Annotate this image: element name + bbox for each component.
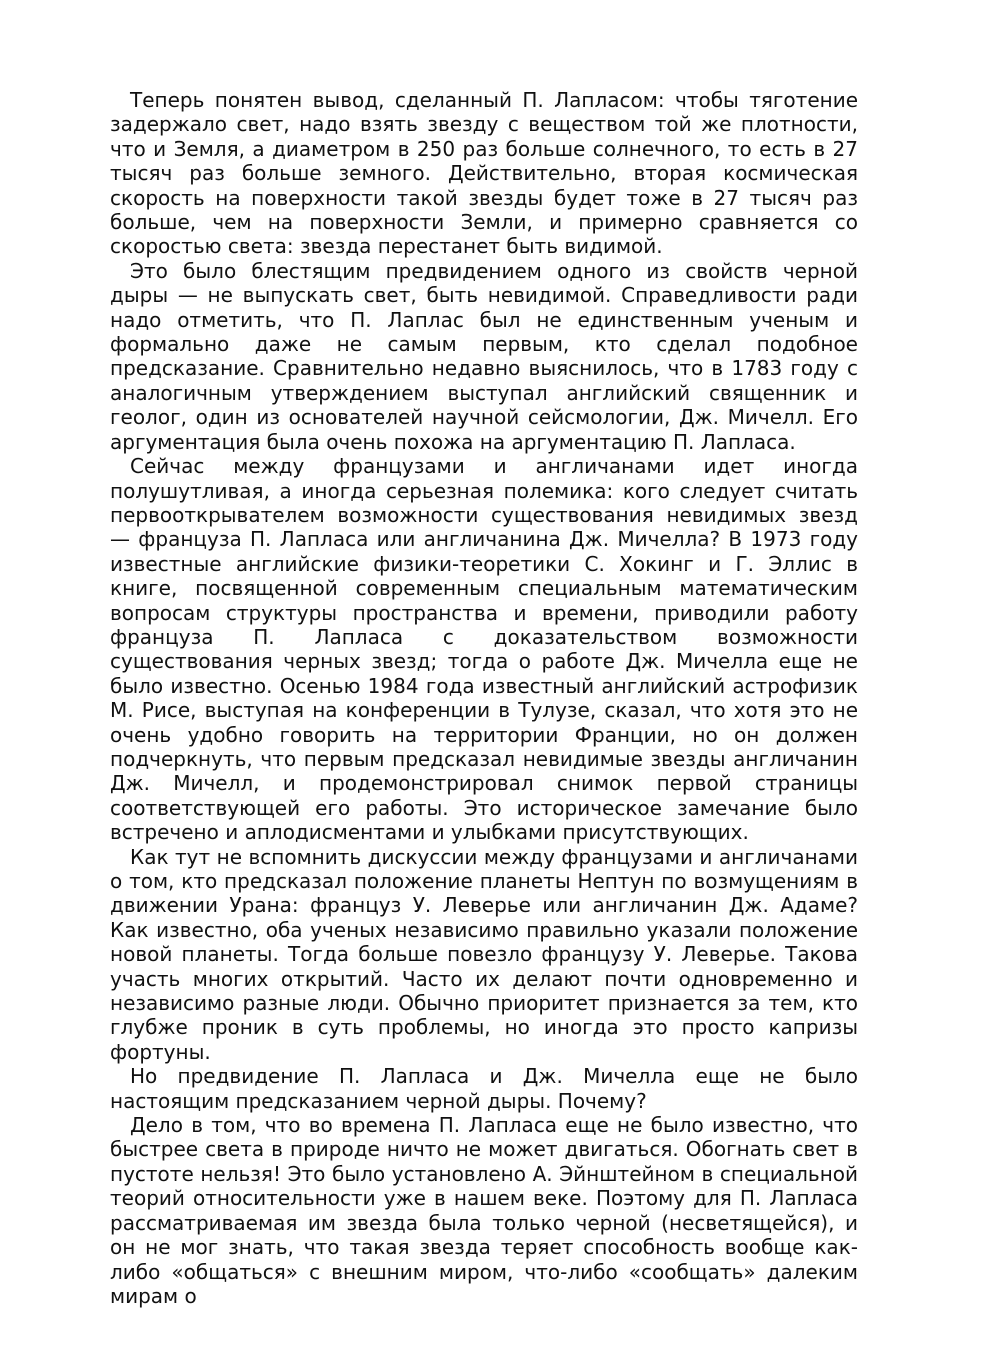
document-page — [110, 88, 858, 1308]
paragraph-5: Но предвидение П. Лапласа и Дж. Мичелла еще не было настоящим предсказанием черной дыры. Почему? — [110, 1064, 858, 1113]
paragraph-1: Теперь понятен вывод, сделанный П. Лапласом: чтобы тяготение задержало свет, надо взять звезду с веществом той же плотности, что и Земля, а диаметром в 250 раз больше солнечного, то есть в 27 тысяч раз больше земного. Действительно, вторая космическая скорость на поверхности такой звезды будет тоже в 27 тысяч раз больше, чем на поверхности Земли, и примерно сравняется со скоростью света: звезда перестанет быть видимой. — [110, 88, 858, 259]
paragraph-3: Сейчас между французами и англичанами идет иногда полушутливая, а иногда серьезная полемика: кого следует считать первооткрывателем возможности существования невидимых звезд — француза П. Лапласа или англичанина Дж. Мичелла? В 1973 году известные английские физики-теоретики С. Хокинг и Г. Эллис в книге, посвященной современным специальным математическим вопросам структуры пространства и времени, приводили работу француза П. Лапласа с доказательством возможности существования черных звезд; тогда о работе Дж. Мичелла еще не было известно. Осенью 1984 года известный английский астрофизик М. Рисе, выступая на конференции в Тулузе, сказал, что хотя это не очень удобно говорить на территории Франции, но он должен подчеркнуть, что первым предсказал невидимые звезды англичанин Дж. Мичелл, и продемонстрировал снимок первой страницы соответствующей его работы. Это историческое замечание было встречено и аплодисментами и улыбками присутствующих. — [110, 454, 858, 845]
paragraph-6: Дело в том, что во времена П. Лапласа еще не было известно, что быстрее света в природе ничто не может двигаться. Обогнать свет в пустоте нельзя! Это было установлено А. Эйнштейном в специальной теорий относительности уже в нашем веке. Поэтому для П. Лапласа рассматриваемая им звезда была только черной (несветящейся), и он не мог знать, что такая звезда теряет способность вообще как-либо «общаться» с внешним миром, что-либо «сообщать» далеким мирам о — [110, 1113, 858, 1308]
paragraph-2: Это было блестящим предвидением одного из свойств черной дыры — не выпускать свет, быть невидимой. Справедливости ради надо отметить, что П. Лаплас был не единственным ученым и формально даже не самым первым, кто сделал подобное предсказание. Сравнительно недавно выяснилось, что в 1783 году с аналогичным утверждением выступал английский священник и геолог, один из основателей научной сейсмологии, Дж. Мичелл. Его аргументация была очень похожа на аргументацию П. Лапласа. — [110, 258, 858, 454]
paragraph-4: Как тут не вспомнить дискуссии между французами и англичанами о том, кто предсказал положение планеты Нептун по возмущениям в движении Урана: француз У. Леверье или англичанин Дж. Адаме? Как известно, оба ученых независимо правильно указали положение новой планеты. Тогда больше повезло французу У. Леверье. Такова участь многих открытий. Часто их делают почти одновременно и независимо разные люди. Обычно приоритет признается за тем, кто глубже проник в суть проблемы, но иногда это просто капризы фортуны. — [110, 844, 858, 1064]
